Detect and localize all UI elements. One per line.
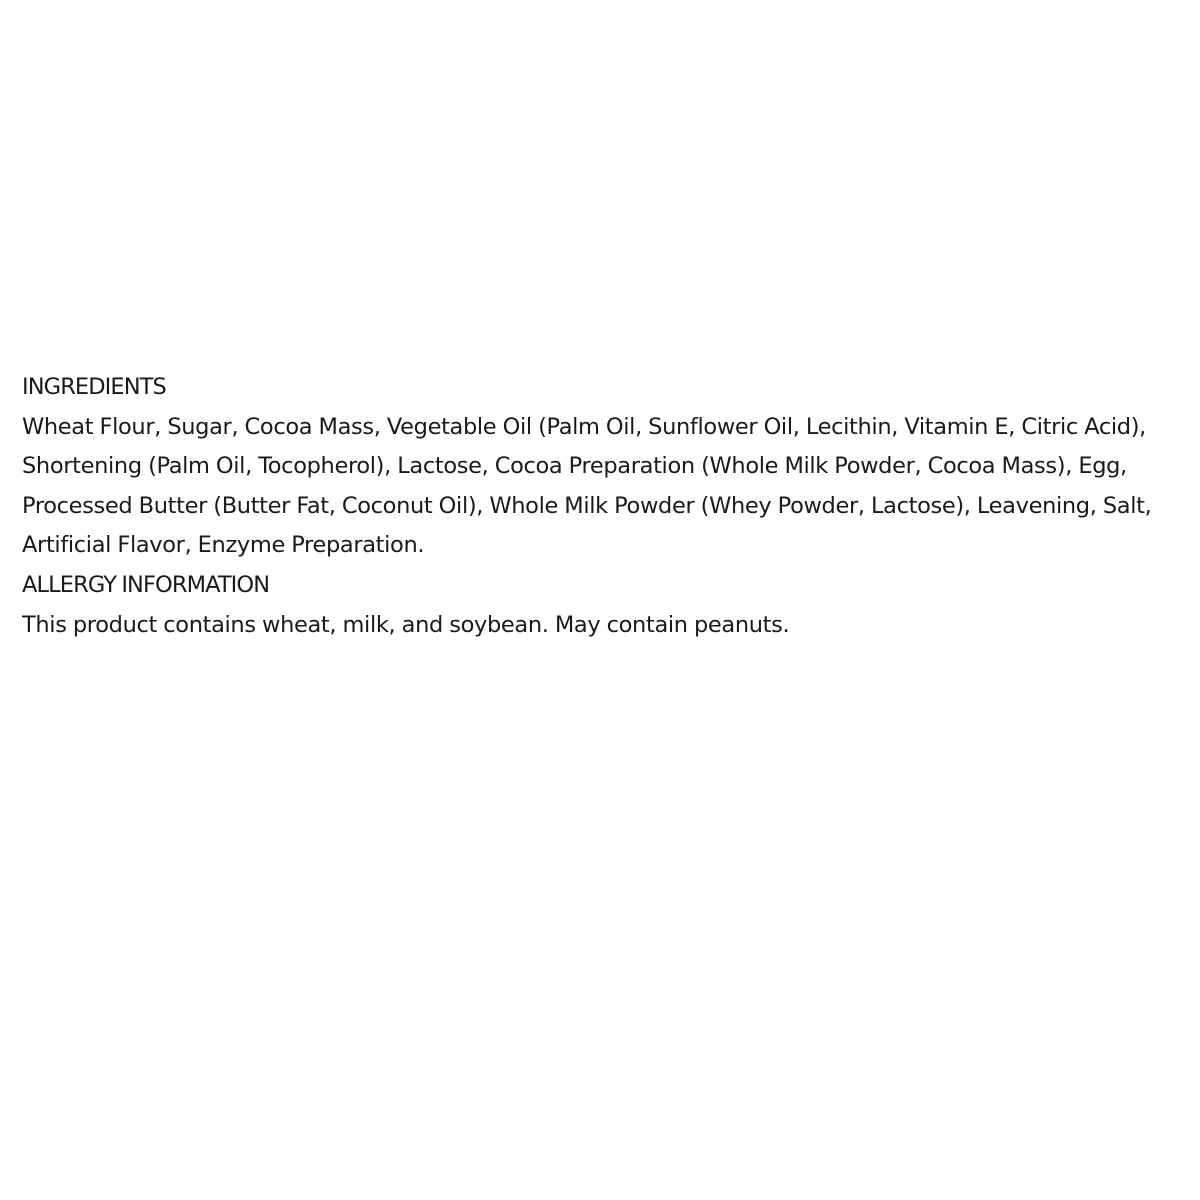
ingredients-list: Wheat Flour, Sugar, Cocoa Mass, Vegetable Oil (Palm Oil, Sunflower Oil, Lecithin, Vitamin E, Citric Acid), Shortening (Palm Oil, Tocopherol), Lactose, Cocoa Preparation (Whole Milk Powder, Cocoa Mass), Egg, Processed Butter (Butter Fat, Coconut Oil), Whole Milk Powder (Whey Powder, Lactose), Leavening, Salt, Artificial Flavor, Enzyme Preparation. xyxy=(22,413,1152,559)
ingredients-heading: INGREDIENTS xyxy=(22,374,166,400)
allergy-text: This product contains wheat, milk, and soybean. May contain peanuts. xyxy=(22,611,790,638)
allergy-heading: ALLERGY INFORMATION xyxy=(22,571,270,598)
label-text-block xyxy=(22,368,1182,645)
